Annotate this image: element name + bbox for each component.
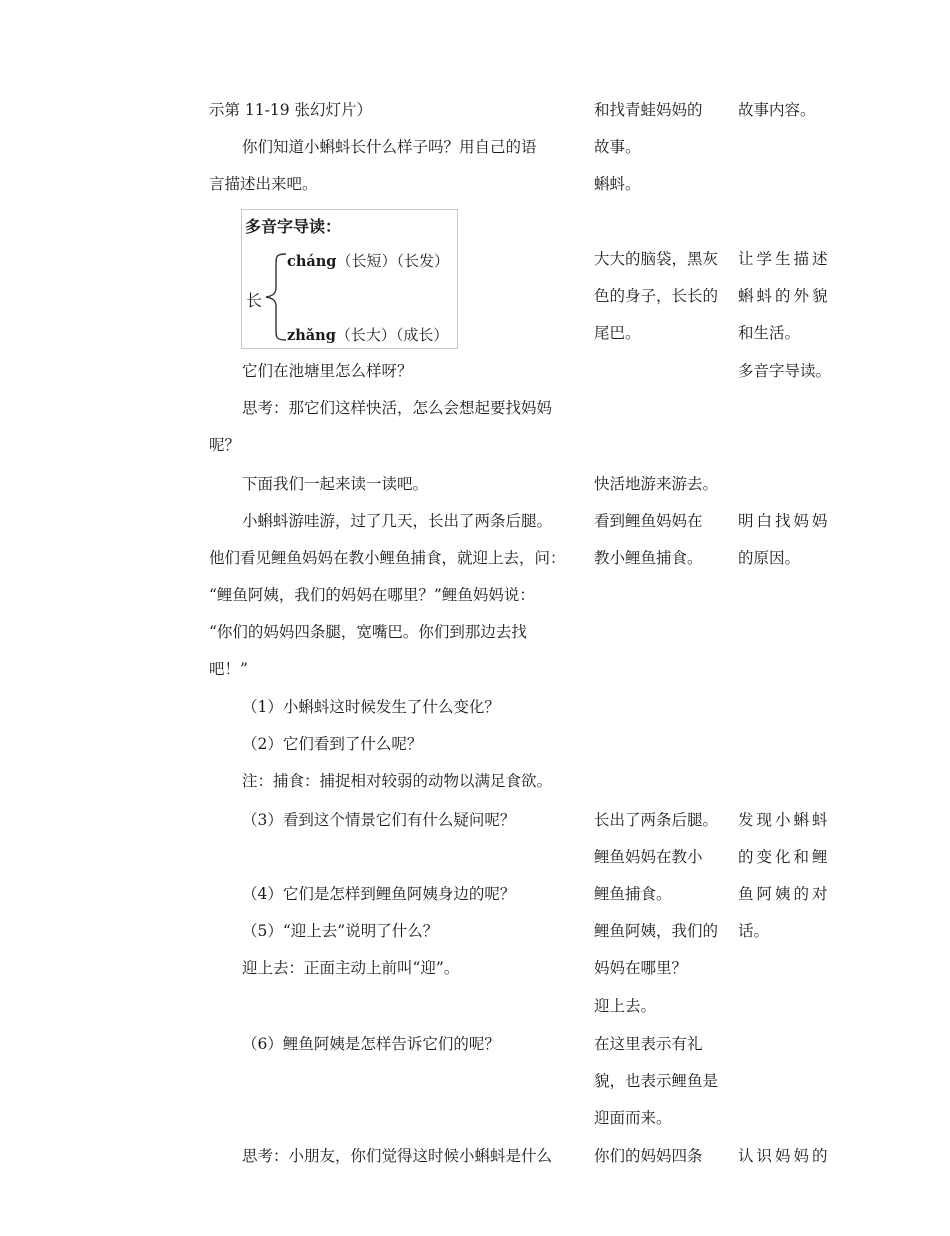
left-line-15: （3）看到这个情景它们有什么疑问呢？ (242, 811, 516, 829)
left-line-8: 他们看见鲤鱼妈妈在教小鲤鱼捕食，就迎上去，问： (209, 549, 566, 567)
left-line-13: （2）它们看到了什么呢？ (242, 735, 423, 753)
right-line-4: 多音字导读。 (738, 362, 832, 380)
mid-line-14: 迎上去。 (594, 997, 657, 1015)
left-line-20: 思考：小朋友，你们觉得这时候小蝌蚪是什么 (242, 1147, 553, 1165)
right-line-3: 和生活。 (738, 324, 801, 342)
left-line-12: （1）小蝌蚪这时候发生了什么变化？ (242, 698, 500, 716)
right-line-11: 认识妈妈的 (738, 1147, 831, 1165)
right-line-10: 话。 (738, 922, 770, 940)
left-line-1: 你们知道小蝌蚪长什么样子吗？用自己的语 (242, 138, 537, 156)
left-line-16: （4）它们是怎样到鲤鱼阿姨身边的呢？ (242, 885, 516, 903)
mid-line-7: 看到鲤鱼妈妈在 (594, 512, 703, 530)
words-zhang: （长大）（成长） (335, 326, 449, 344)
mid-line-5: 尾巴。 (594, 324, 641, 342)
mid-line-16: 貌，也表示鲤鱼是 (594, 1072, 719, 1090)
words-chang: （长短）（长发） (336, 252, 449, 270)
mid-line-12: 鲤鱼阿姨，我们的 (594, 922, 719, 940)
mid-line-6: 快活地游来游去。 (594, 475, 719, 493)
polyphone-reading-1 (287, 250, 449, 271)
right-line-9: 鱼阿姨的对 (738, 885, 831, 903)
left-line-10: “你们的妈妈四条腿，宽嘴巴。你们到那边去找 (209, 623, 527, 641)
left-line-14: 注：捕食：捕捉相对较弱的动物以满足食欲。 (242, 772, 553, 790)
left-line-5: 呢？ (209, 436, 241, 454)
left-line-18: 迎上去：正面主动上前叫“迎”。 (242, 959, 460, 977)
left-line-19: （6）鲤鱼阿姨是怎样告诉它们的呢？ (242, 1035, 500, 1053)
mid-line-17: 迎面而来。 (594, 1109, 672, 1127)
polyphone-title: 多音字导读： (245, 217, 342, 236)
left-line-9: “鲤鱼阿姨，我们的妈妈在哪里？”鲤鱼妈妈说： (209, 586, 535, 604)
right-line-7: 发现小蝌蚪 (738, 811, 831, 829)
mid-line-3: 大大的脑袋，黑灰 (594, 250, 719, 268)
polyphone-figure (241, 209, 458, 349)
mid-line-1: 故事。 (594, 138, 641, 156)
mid-line-18: 你们的妈妈四条 (594, 1147, 703, 1165)
right-line-8: 的变化和鲤 (738, 848, 831, 866)
mid-line-11: 鲤鱼捕食。 (594, 885, 672, 903)
left-line-0: 示第 11-19 张幻灯片） (209, 101, 373, 119)
mid-line-4: 色的身子，长长的 (594, 287, 719, 305)
left-line-6: 下面我们一起来读一读吧。 (242, 475, 429, 493)
mid-line-0: 和找青蛙妈妈的 (594, 101, 703, 119)
left-line-11: 吧！” (209, 660, 248, 678)
mid-line-13: 妈妈在哪里？ (594, 959, 688, 977)
right-line-6: 的原因。 (738, 549, 801, 567)
mid-line-9: 长出了两条后腿。 (594, 811, 719, 829)
polyphone-reading-2 (287, 324, 448, 345)
pinyin-chang: cháng (287, 253, 337, 270)
right-line-1: 让学生描述 (738, 250, 831, 268)
mid-line-15: 在这里表示有礼 (594, 1035, 703, 1053)
mid-line-10: 鲤鱼妈妈在教小 (594, 848, 703, 866)
mid-line-8: 教小鲤鱼捕食。 (594, 549, 703, 567)
left-line-2: 言描述出来吧。 (209, 175, 318, 193)
pinyin-zhang: zhǎng (287, 327, 336, 344)
mid-line-2: 蝌蚪。 (594, 175, 641, 193)
right-line-2: 蝌蚪的外貌 (738, 287, 831, 305)
left-line-3: 它们在池塘里怎么样呀？ (242, 362, 413, 380)
polyphone-char: 长 (246, 291, 263, 310)
left-line-4: 思考：那它们这样快活，怎么会想起要找妈妈 (242, 399, 553, 417)
left-line-17: （5）“迎上去”说明了什么？ (242, 922, 439, 940)
right-line-0: 故事内容。 (738, 101, 816, 119)
left-line-7: 小蝌蚪游哇游，过了几天，长出了两条后腿。 (242, 512, 553, 530)
right-line-5: 明白找妈妈 (738, 512, 831, 530)
